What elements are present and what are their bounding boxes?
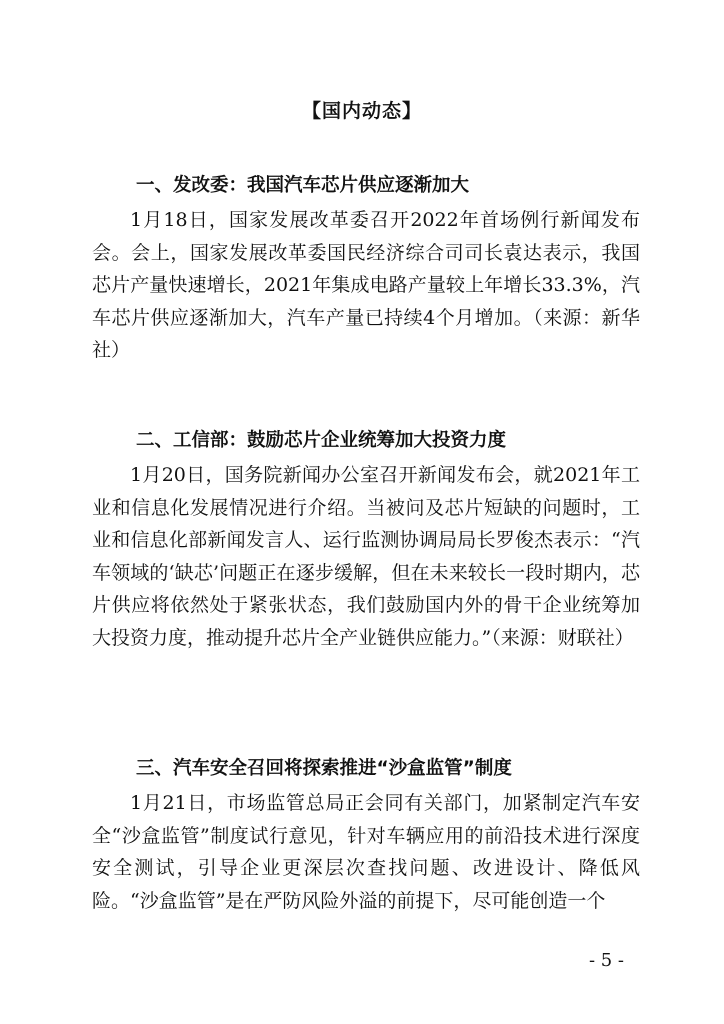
article-1-body: 1月18日，国家发展改革委召开2022年首场例行新闻发布会。会上，国家发展改革委国民经济综合司司长袁达表示，我国芯片产量快速增长，2021年集成电路产量较上年增长33.3%，汽车芯片供应逐渐加大，汽车产量已持续4个月增加。（来源：新华社） — [92, 209, 640, 361]
article-3 — [92, 753, 640, 917]
article-3-body: 1月21日，市场监管总局正会同有关部门，加紧制定汽车安全“沙盒监管”制度试行意见，针对车辆应用的前沿技术进行深度安全测试，引导企业更深层次查找问题、改进设计、降低风险。“沙盒监管”是在严防风险外溢的前提下，尽可能创造一个 — [92, 792, 640, 912]
article-2-body: 1月20日，国务院新闻办公室召开新闻发布会，就2021年工业和信息化发展情况进行介绍。当被问及芯片短缺的问题时，工业和信息化部新闻发言人、运行监测协调局局长罗俊杰表示：“汽车领域的‘缺芯’问题正在逐步缓解，但在未来较长一段时期内，芯片供应将依然处于紧张状态，我们鼓励国内外的骨干企业统筹加大投资力度，推动提升芯片全产业链供应能力。”（来源：财联社） — [92, 464, 640, 649]
article-2-heading: 二、工信部：鼓励芯片企业统筹加大投资力度 — [136, 430, 507, 451]
article-1 — [92, 170, 640, 367]
article-2 — [92, 425, 640, 654]
article-3-heading: 三、汽车安全召回将探索推进“沙盒监管”制度 — [136, 758, 512, 779]
article-1-heading: 一、发改委：我国汽车芯片供应逐渐加大 — [136, 175, 470, 196]
section-title: 【国内动态】 — [301, 100, 422, 122]
page-number: - 5 - — [588, 950, 624, 971]
